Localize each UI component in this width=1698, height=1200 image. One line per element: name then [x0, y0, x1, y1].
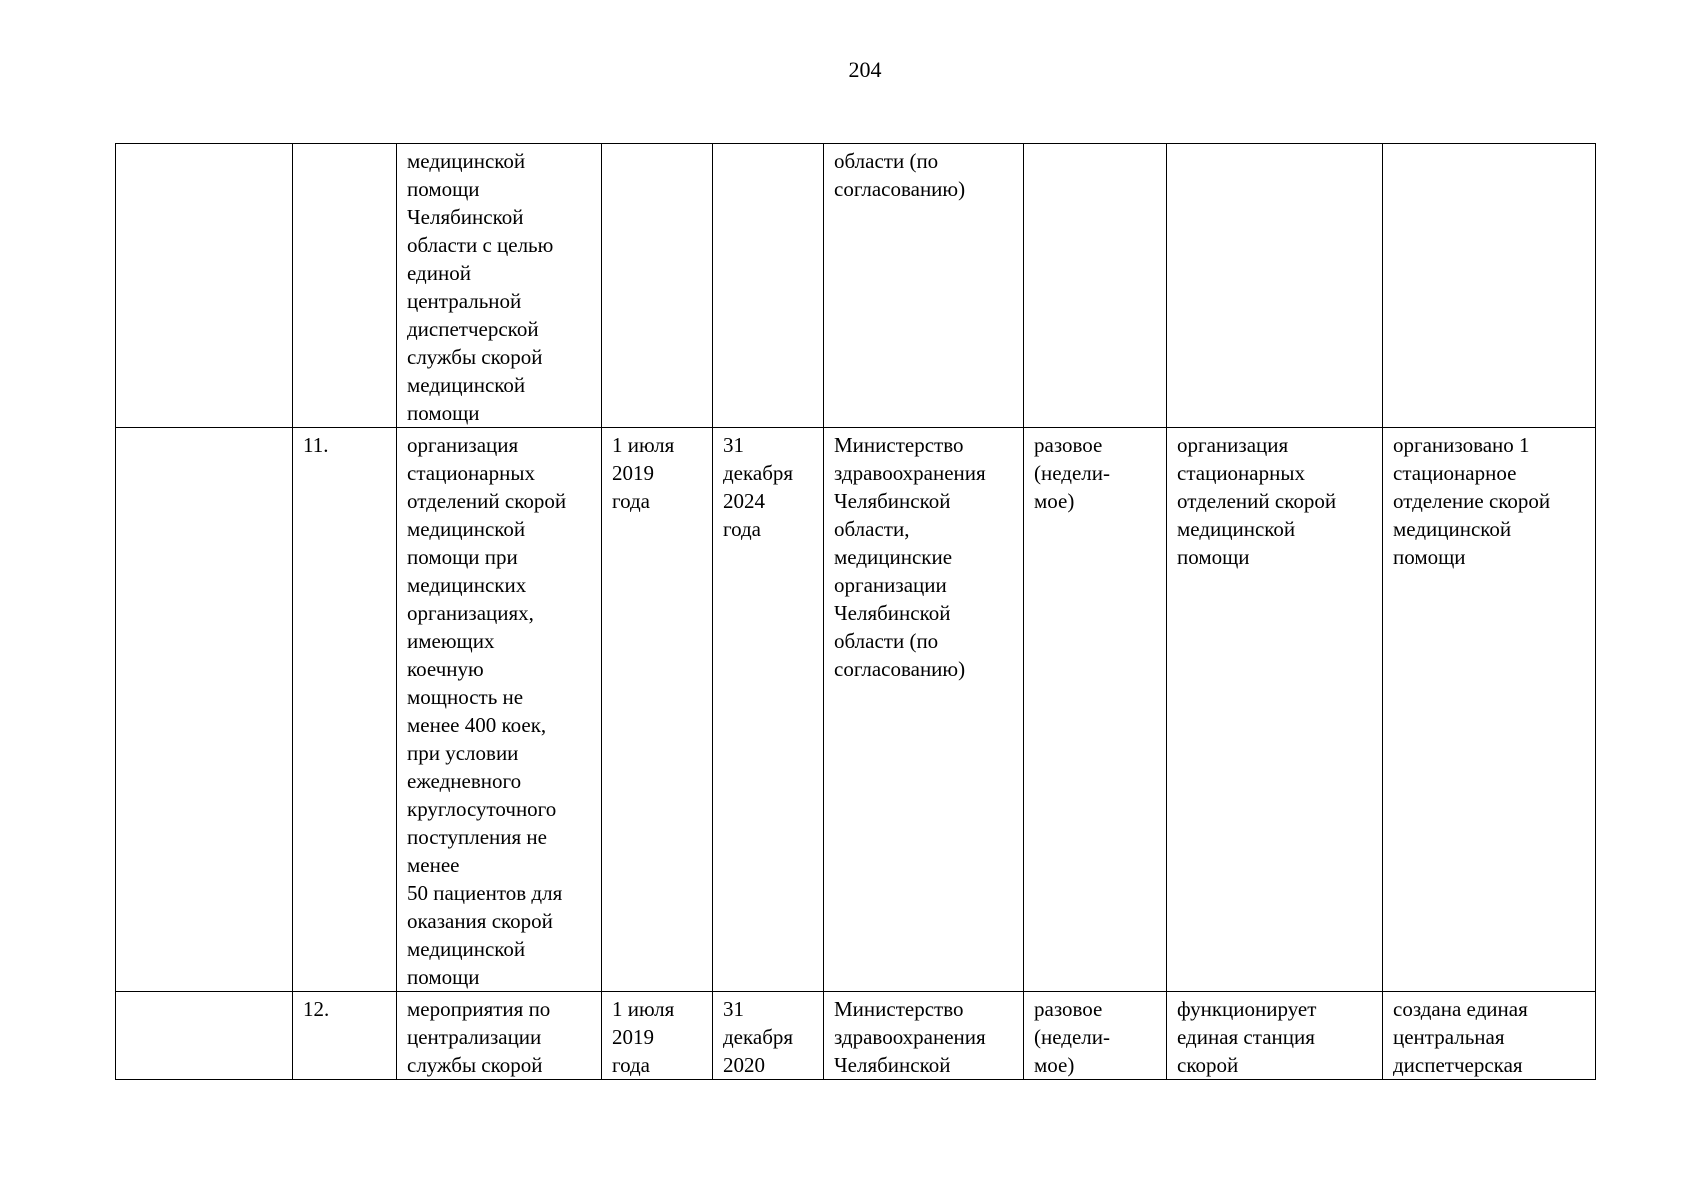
- measure-type: [1024, 144, 1167, 428]
- empty-cell: [116, 992, 293, 1080]
- responsible: Министерство здравоохранения Челябинской: [824, 992, 1024, 1080]
- responsible: Министерство здравоохранения Челябинской области, медицинские организации Челябинской области (по согласованию): [824, 428, 1024, 992]
- characteristic: [1167, 144, 1383, 428]
- measure-name: мероприятия по централизации службы скорой: [397, 992, 602, 1080]
- measures-table: [115, 143, 1596, 1080]
- start-date: 1 июля 2019 года: [602, 992, 713, 1080]
- measure-type: разовое (недели- мое): [1024, 992, 1167, 1080]
- measure-name: организация стационарных отделений скорой медицинской помощи при медицинских организациях, имеющих коечную мощность не менее 400 коек, при условии ежедневного круглосуточного поступления не менее 50 пациентов для оказания скорой медицинской помощи: [397, 428, 602, 992]
- responsible: области (по согласованию): [824, 144, 1024, 428]
- result: создана единая центральная диспетчерская: [1383, 992, 1596, 1080]
- table-row: [116, 144, 1596, 428]
- end-date: 31 декабря 2020: [713, 992, 824, 1080]
- row-number: 11.: [293, 428, 397, 992]
- characteristic: организация стационарных отделений скорой медицинской помощи: [1167, 428, 1383, 992]
- start-date: 1 июля 2019 года: [602, 428, 713, 992]
- result: организовано 1 стационарное отделение скорой медицинской помощи: [1383, 428, 1596, 992]
- row-number: [293, 144, 397, 428]
- table-row: [116, 428, 1596, 992]
- page-number: 204: [848, 57, 882, 82]
- row-number: 12.: [293, 992, 397, 1080]
- start-date: [602, 144, 713, 428]
- end-date: [713, 144, 824, 428]
- empty-cell: [116, 428, 293, 992]
- measure-name: медицинской помощи Челябинской области с целью единой центральной диспетчерской службы скорой медицинской помощи: [397, 144, 602, 428]
- table-row: [116, 992, 1596, 1080]
- characteristic: функционирует единая станция скорой: [1167, 992, 1383, 1080]
- end-date: 31 декабря 2024 года: [713, 428, 824, 992]
- measure-type: разовое (недели- мое): [1024, 428, 1167, 992]
- empty-cell: [116, 144, 293, 428]
- result: [1383, 144, 1596, 428]
